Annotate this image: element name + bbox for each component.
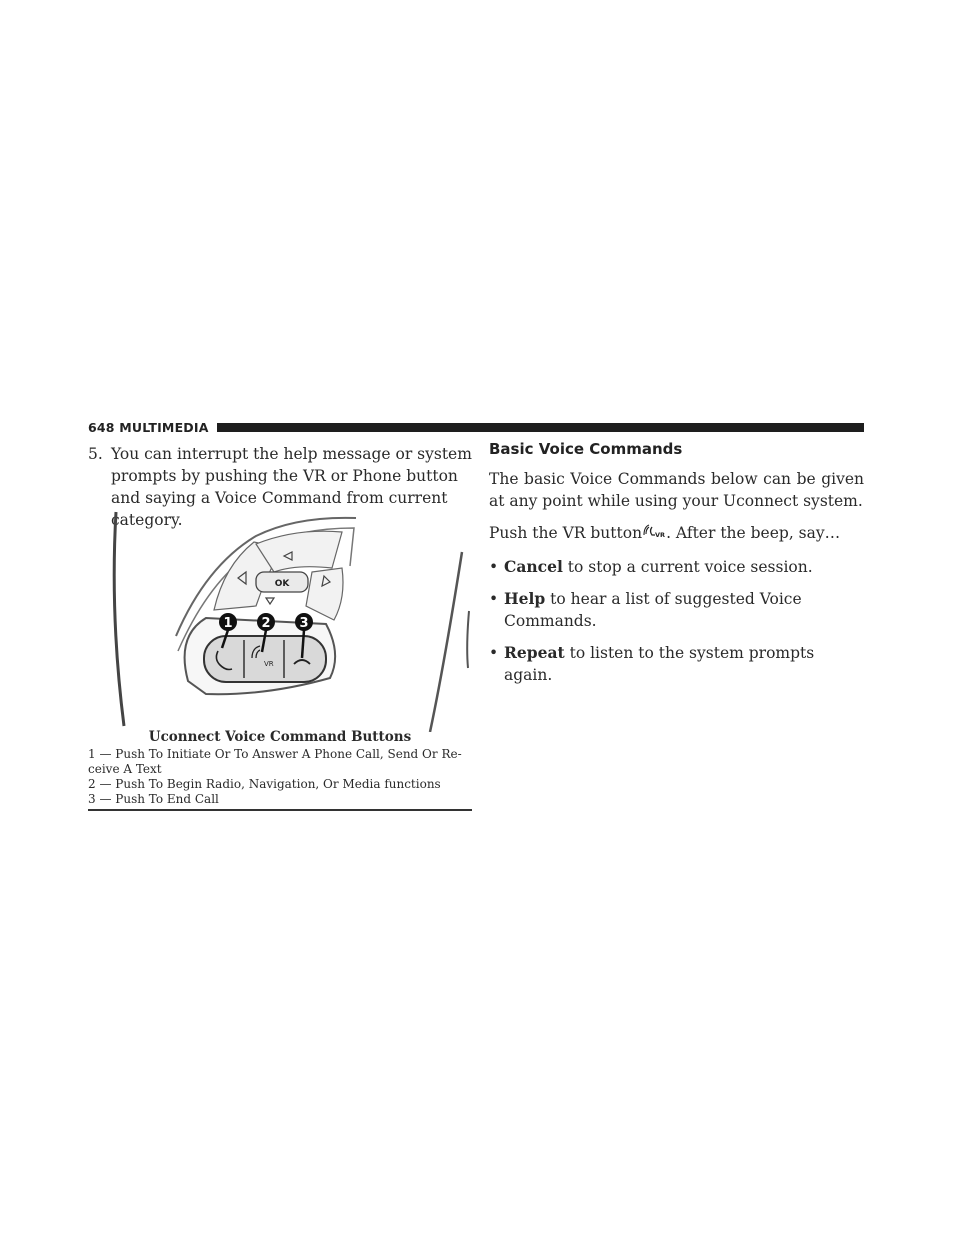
steering-wheel-illustration <box>106 506 472 732</box>
svg-text:VR: VR <box>655 531 666 539</box>
figure-caption-title: Uconnect Voice Command Buttons <box>148 729 412 745</box>
page-header <box>88 419 864 435</box>
section-title: Basic Voice Commands <box>489 440 683 458</box>
bullet-repeat <box>489 642 864 686</box>
step-number: 5. <box>88 445 103 463</box>
callout-3: 3 <box>299 616 309 631</box>
bullet-text: to hear a list of suggested Voice Commands. <box>504 590 802 630</box>
bullet-term: Repeat <box>504 643 565 662</box>
push-vr-instruction <box>489 522 864 546</box>
push-text-before: Push the VR button <box>489 524 643 542</box>
page-number-section <box>88 420 209 435</box>
bullet-mark: • <box>489 558 499 576</box>
header-rule <box>217 423 864 432</box>
bullet-mark: • <box>489 590 499 608</box>
caption-rule <box>88 809 472 811</box>
vr-button-label: VR <box>264 660 274 668</box>
push-text-after: . After the beep, say… <box>666 524 841 542</box>
intro-paragraph: The basic Voice Commands below can be given at any point while using your Uconnect system. <box>489 470 864 510</box>
bullet-term: Help <box>504 589 546 608</box>
bullet-term: Cancel <box>504 557 563 576</box>
bullet-text: to listen to the system prompts again. <box>504 644 815 684</box>
caption-item-1: 1 — Push To Initiate Or To Answer A Phone Call, Send Or Re-ceive A Text <box>88 747 462 776</box>
caption-item-3: 3 — Push To End Call <box>88 792 219 806</box>
callout-1: 1 <box>223 616 233 631</box>
bullet-help <box>489 588 864 632</box>
section-name: MULTIMEDIA <box>119 419 209 435</box>
vr-button-icon <box>643 524 665 546</box>
bullet-cancel <box>489 556 864 578</box>
callout-2: 2 <box>261 616 271 631</box>
bullet-mark: • <box>489 644 499 662</box>
caption-item-2: 2 — Push To Begin Radio, Navigation, Or Media functions <box>88 777 441 791</box>
right-column <box>489 440 864 696</box>
bullet-text: to stop a current voice session. <box>567 558 813 576</box>
ok-button-label: OK <box>274 579 290 589</box>
page-number: 648 <box>88 419 115 435</box>
figure-caption <box>88 747 472 807</box>
steering-wheel-controls-illustration <box>106 506 472 732</box>
step-text: You can interrupt the help message or system prompts by pushing the VR or Phone button and saying a Voice Command from current category. <box>111 445 472 529</box>
